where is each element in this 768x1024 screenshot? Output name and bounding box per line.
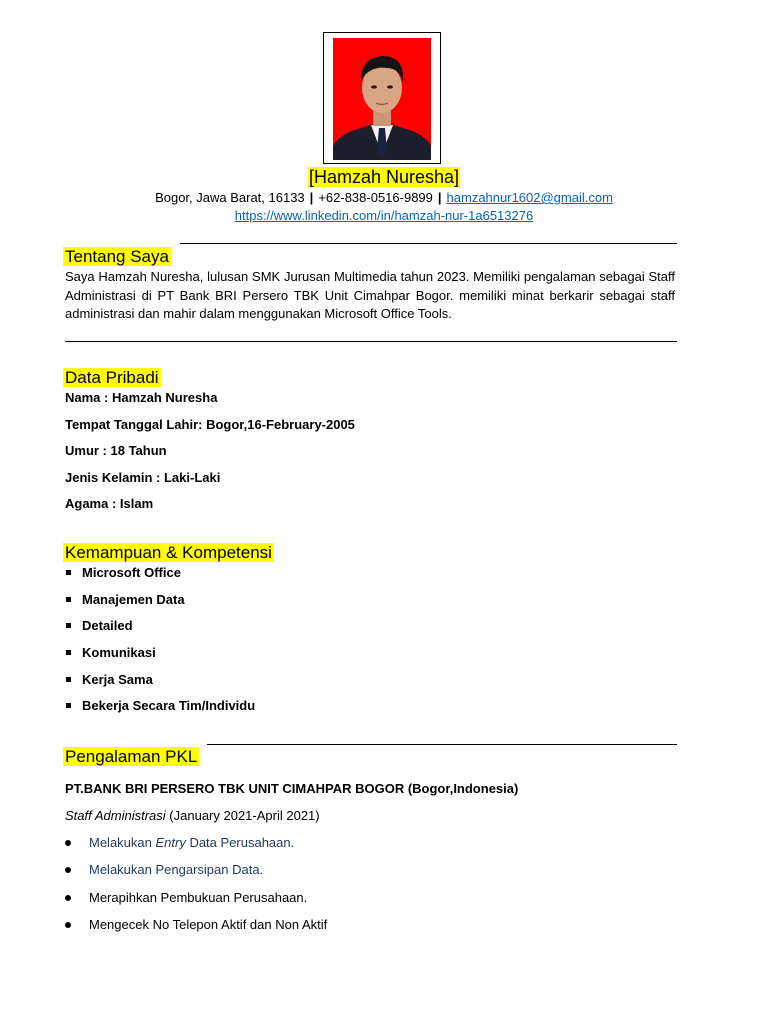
- field-birth: Tempat Tanggal Lahir: Bogor,16-February-2005: [65, 417, 355, 432]
- candidate-name: [Hamzah Nuresha]: [308, 167, 460, 187]
- list-item: [65, 889, 327, 916]
- contact-line: [0, 189, 768, 207]
- portrait-image: [333, 38, 431, 160]
- email-link[interactable]: hamzahnur1602@gmail.com: [446, 190, 613, 205]
- list-item: [65, 916, 327, 943]
- about-paragraph: Saya Hamzah Nuresha, lulusan SMK Jurusan Multimedia tahun 2023. Memiliki pengalaman sebagai Staff Administrasi di PT Bank BRI Persero TBK Unit Cimahpar Bogor. memiliki minat berkarir sebagai staff administrasi dan mahir dalam menggunakan Microsoft Office Tools.: [65, 269, 675, 321]
- duty-text: Melakukan Pengarsipan Data.: [89, 862, 264, 878]
- duty-text: Mengecek No Telepon Aktif dan Non Aktif: [89, 916, 328, 932]
- about-heading: [63, 246, 171, 268]
- list-item: [66, 617, 255, 644]
- duty-emphasis: Entry: [155, 835, 186, 850]
- square-bullet-icon: [66, 650, 71, 655]
- duty-text: Melakukan: [89, 835, 156, 850]
- square-bullet-icon: [66, 703, 71, 708]
- separator: |: [437, 190, 442, 205]
- experience-heading-text: Pengalaman PKL: [65, 747, 198, 766]
- list-item: [66, 671, 255, 698]
- duty-text: Merapihkan Pembukuan Perusahaan.: [89, 889, 308, 905]
- experience-heading: [63, 746, 199, 768]
- list-item: [65, 834, 327, 861]
- section-divider: [207, 744, 677, 745]
- bullet-icon: [65, 895, 71, 901]
- list-item: [66, 591, 255, 618]
- skill-label: Kerja Sama: [82, 671, 153, 687]
- list-item: [66, 697, 255, 724]
- profile-photo: [333, 38, 431, 160]
- profile-photo-frame: [323, 32, 441, 164]
- field-religion: Agama : Islam: [65, 496, 154, 511]
- field-age: Umur : 18 Tahun: [65, 443, 167, 458]
- skills-heading-text: Kemampuan & Kompetensi: [65, 543, 272, 562]
- section-divider: [65, 341, 677, 342]
- field-name: Nama : Hamzah Nuresha: [65, 390, 218, 405]
- about-heading-text: Tentang Saya: [65, 247, 169, 266]
- linkedin-link[interactable]: https://www.linkedin.com/in/hamzah-nur-1a6513276: [234, 208, 534, 223]
- skill-label: Komunikasi: [82, 645, 156, 661]
- square-bullet-icon: [66, 677, 71, 682]
- skills-heading: [63, 542, 274, 564]
- list-item: [65, 861, 327, 888]
- role-period: (January 2021-April 2021): [169, 808, 320, 823]
- name-text: Hamzah Nuresha: [313, 167, 455, 187]
- separator: |: [309, 190, 314, 205]
- skill-label: Microsoft Office: [82, 565, 181, 580]
- personal-heading-text: Data Pribadi: [65, 368, 159, 387]
- skill-label: Manajemen Data: [82, 591, 185, 607]
- company-name: PT.BANK BRI PERSERO TBK UNIT CIMAHPAR BOGOR (Bogor,Indonesia): [65, 781, 519, 796]
- skill-label: Detailed: [82, 618, 133, 634]
- square-bullet-icon: [66, 597, 71, 602]
- list-item: [66, 564, 255, 591]
- square-bullet-icon: [66, 623, 71, 628]
- role-title: Staff Administrasi: [65, 808, 166, 823]
- square-bullet-icon: [66, 570, 71, 575]
- bullet-icon: [65, 840, 71, 846]
- duty-text: Data Perusahaan.: [185, 835, 295, 850]
- bullet-icon: [65, 867, 71, 873]
- section-divider: [180, 243, 677, 244]
- list-item: [66, 644, 255, 671]
- personal-heading: [63, 367, 161, 389]
- field-gender: Jenis Kelamin : Laki-Laki: [65, 470, 221, 485]
- phone-text: +62-838-0516-9899: [318, 190, 433, 205]
- linkedin-line: [0, 207, 768, 225]
- skills-list: [66, 564, 255, 724]
- role-line: [65, 807, 320, 825]
- bullet-icon: [65, 922, 71, 928]
- location-text: Bogor, Jawa Barat, 16133: [155, 190, 305, 205]
- duties-list: [65, 834, 327, 943]
- skill-label: Bekerja Secara Tim/Individu: [82, 698, 256, 714]
